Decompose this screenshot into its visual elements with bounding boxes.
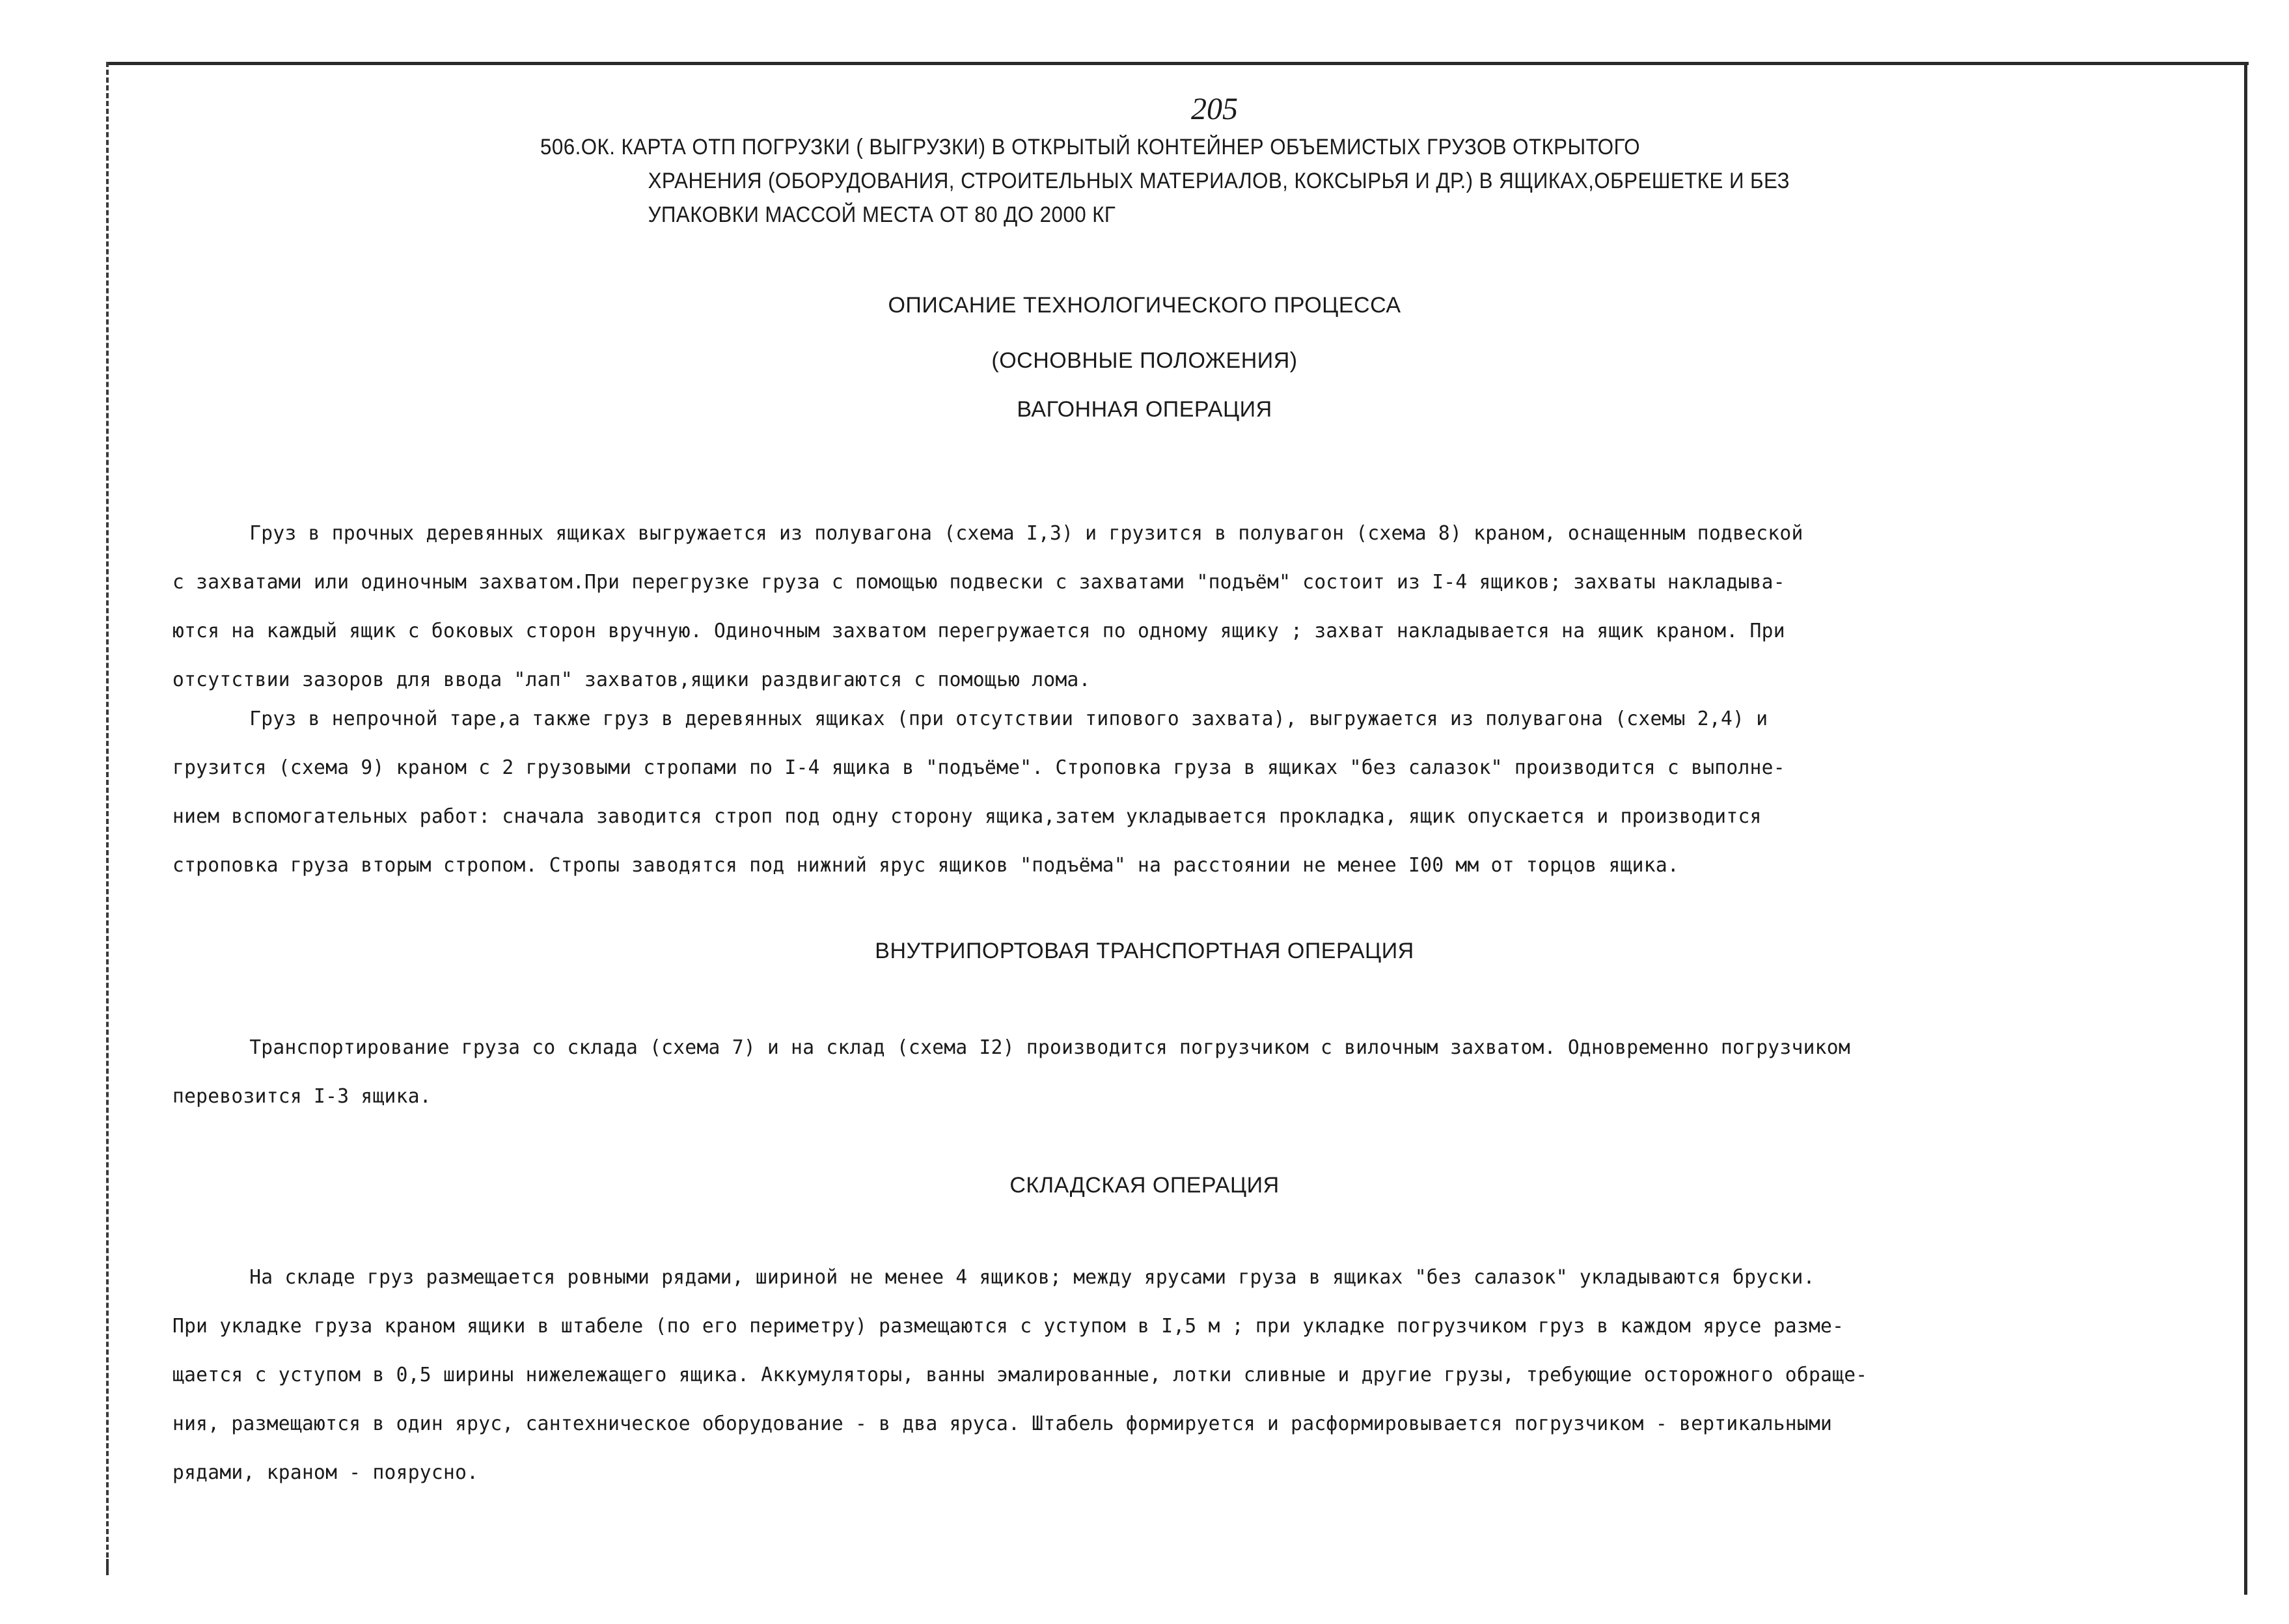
text-line: нием вспомогательных работ: сначала заводится строп под одну сторону ящика,затем укладывается прокладка, ящик опускается и производится	[172, 805, 1762, 828]
text-line: грузится (схема 9) краном с 2 грузовыми стропами по I-4 ящика в "подъёме". Строповка груза в ящиках "без салазок" производится с выполне-	[172, 756, 1785, 779]
document-header	[540, 130, 1972, 232]
text-line: рядами, краном - поярусно.	[172, 1461, 479, 1484]
section-heading-description: ОПИСАНИЕ ТЕХНОЛОГИЧЕСКОГО ПРОЦЕССА	[888, 293, 1401, 318]
text-line: отсутствии зазоров для ввода "лап" захватов,ящики раздвигаются с помощью лома.	[172, 668, 1091, 691]
text-line: ются на каждый ящик с боковых сторон вручную. Одиночным захватом перегружается по одному ящику ; захват накладывается на ящик краном. При	[172, 620, 1785, 642]
paragraph-intraport	[172, 1023, 2236, 1121]
paragraph-wagon-2	[172, 695, 2236, 890]
text-line: перевозится I-3 ящика.	[172, 1085, 432, 1108]
section-heading-warehouse-operation: СКЛАДСКАЯ ОПЕРАЦИЯ	[1009, 1173, 1280, 1198]
text-line: Транспортирование груза со склада (схема 7) и на склад (схема I2) производится погрузчиком с вилочным захватом. Одновременно погрузчиком	[249, 1036, 1850, 1059]
text-line: с захватами или одиночным захватом.При перегрузке груза с помощью подвески с захватами "подъём" состоит из I-4 ящиков; захваты накладыва-	[172, 571, 1785, 594]
text-line: При укладке груза краном ящики в штабеле (по его периметру) размещаются с уступом в I,5 м ; при укладке погрузчиком груз в каждом ярусе разме-	[172, 1315, 1844, 1338]
section-heading-intraport-operation: ВНУТРИПОРТОВАЯ ТРАНСПОРТНАЯ ОПЕРАЦИЯ	[875, 939, 1414, 963]
section-heading-wagon-operation: ВАГОННАЯ ОПЕРАЦИЯ	[1017, 397, 1272, 422]
paragraph-wagon-1	[172, 509, 2236, 704]
header-line: УПАКОВКИ МАССОЙ МЕСТА ОТ 80 ДО 2000 КГ	[648, 202, 1116, 227]
page-border-left	[106, 62, 109, 1565]
page-border-top	[107, 62, 2249, 65]
page-number: 205	[1191, 92, 1238, 126]
text-line: ния, размещаются в один ярус, сантехническое оборудование - в два яруса. Штабель формируется и расформировывается погрузчиком - вертикальными	[172, 1412, 1833, 1435]
text-line: Груз в прочных деревянных ящиках выгружается из полувагона (схема I,3) и грузится в полувагон (схема 8) краном, оснащенным подвеской	[249, 522, 1803, 545]
border-mark	[106, 1559, 109, 1575]
section-subheading-provisions: (ОСНОВНЫЕ ПОЛОЖЕНИЯ)	[991, 348, 1298, 373]
paragraph-warehouse	[172, 1253, 2236, 1497]
text-line: На складе груз размещается ровными рядами, шириной не менее 4 ящиков; между ярусами груза в ящиках "без салазок" укладываются бруски.	[249, 1266, 1815, 1289]
header-line: ХРАНЕНИЯ (ОБОРУДОВАНИЯ, СТРОИТЕЛЬНЫХ МАТЕРИАЛОВ, КОКСЫРЬЯ И ДР.) В ЯЩИКАХ,ОБРЕШЕТКЕ И БЕЗ	[648, 169, 1790, 193]
text-line: щается с уступом в 0,5 ширины нижележащего ящика. Аккумуляторы, ванны эмалированные, лотки сливные и другие грузы, требующие осторожного обраще-	[172, 1364, 1868, 1386]
header-line: 506.ОК. КАРТА ОТП ПОГРУЗКИ ( ВЫГРУЗКИ) В ОТКРЫТЫЙ КОНТЕЙНЕР ОБЪЕМИСТЫХ ГРУЗОВ ОТКРЫТОГО	[540, 135, 1641, 159]
text-line: Груз в непрочной таре,а также груз в деревянных ящиках (при отсутствии типового захвата), выгружается из полувагона (схемы 2,4) и	[249, 708, 1768, 730]
text-line: строповка груза вторым стропом. Стропы заводятся под нижний ярус ящиков "подъёма" на расстоянии не менее I00 мм от торцов ящика.	[172, 854, 1680, 877]
